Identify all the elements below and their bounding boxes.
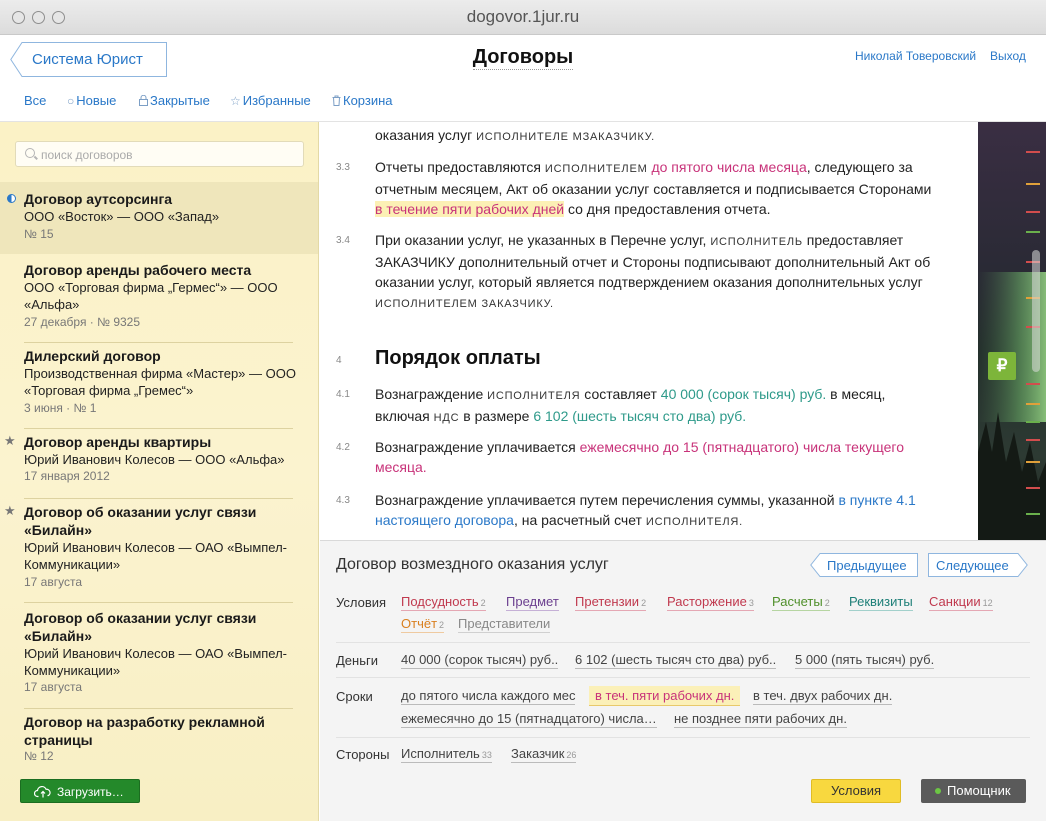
scrollbar-thumb[interactable] [1032,250,1040,372]
money-label: Деньги [336,653,378,668]
clause-number: 4.1 [336,389,350,400]
document-meta: 17 января 2012 [24,469,110,483]
favorite-star-icon: ★ [4,433,16,448]
document-parties: Производственная фирма «Мастер» — ООО «Торговая фирма „Гремес“» [24,366,296,398]
clause-4-1: Вознаграждение ИСПОЛНИТЕЛЯ составляет 40 000 (сорок тысяч) руб. в месяц, включая НДС в размере 6 102 (шесть тысяч сто два) руб. [375,386,886,424]
term-tag[interactable]: до пятого числа каждого мес [401,688,576,703]
upload-button-label: Загрузить… [57,785,124,799]
tag-subject[interactable]: Предмет [506,594,559,609]
trash-icon [332,94,341,108]
document-item[interactable] [0,343,319,429]
cloud-upload-icon [34,785,52,798]
document-parties: Юрий Иванович Колесов — ООО «Альфа» [24,452,285,467]
tab-new[interactable]: ○ Новые [67,93,117,108]
section-number: 4 [336,355,342,366]
lock-icon [139,94,148,108]
money-tag[interactable]: 6 102 (шесть тысяч сто два) руб.. [575,652,777,667]
document-meta: № 15 [24,227,54,241]
divider [336,642,1030,643]
clause-reference-link[interactable]: в пункте 4.1 настоящего договора [375,492,916,528]
document-item[interactable] [0,182,319,254]
document-title: Дилерский договор [24,348,161,364]
document-meta: № 12 [24,749,54,763]
divider [336,737,1030,738]
app-header [0,35,1046,122]
document-title: Договор аутсорсинга [24,191,173,207]
ruble-button[interactable]: ₽ [988,352,1016,380]
document-parties: ООО «Восток» — ООО «Запад» [24,209,220,224]
star-icon: ☆ [230,94,241,108]
document-meta: 17 августа [24,575,83,589]
document-title: Договор на разработку рекламной страницы [24,714,265,748]
clause-4-3: Вознаграждение уплачивается путем перечисления суммы, указанной в пункте 4.1 настоящего договора, на расчетный счет ИСПОЛНИТЕЛЯ. [375,492,916,528]
term-tag[interactable]: в теч. двух рабочих дн. [753,688,893,703]
document-parties: ООО «Торговая фирма „Гермес“» — ООО «Альфа» [24,280,278,312]
term-tag[interactable]: не позднее пяти рабочих дн. [674,711,847,726]
contract-text-area [320,122,978,540]
user-name-link[interactable]: Николай Товеровский [855,49,977,63]
clause-3-3: Отчеты предоставляются ИСПОЛНИТЕЛЕМ до пятого числа месяца, следующего за отчетным месяцем, Акт об оказании услуг составляется и подписывается Сторонами в течение пяти рабочих дней со дня предоставления отчета. [375,159,932,217]
next-button[interactable] [928,553,1028,577]
money-tag[interactable]: 40 000 (сорок тысяч) руб.. [401,652,559,667]
document-title: Договор аренды рабочего места [24,262,252,278]
document-minimap [978,122,1046,540]
conditions-label: Условия [336,595,387,610]
tab-all[interactable]: Все [24,93,47,108]
panel-title: Договор возмездного оказания услуг [336,556,609,573]
tab-trash[interactable]: Корзина [332,93,393,108]
tag-payments[interactable]: Расчеты 2 [772,594,830,609]
clause-3-4: При оказании услуг, не указанных в Перечне услуг, ИСПОЛНИТЕЛЬ предоставляет ЗАКАЗЧИКУ дополнительный отчет и Стороны подписывают дополнительный Акт об оказании услуг, который является подтверждением оказания дополнительных услуг ИСПОЛНИТЕЛЕМ ЗАКАЗЧИКУ. [375,232,931,310]
search-box [15,141,304,167]
section-heading: Порядок оплаты [375,347,541,369]
clause-number: 3.3 [336,162,350,173]
previous-button[interactable] [810,553,918,577]
window-titlebar [0,0,1046,35]
document-parties: Юрий Иванович Колесов — ОАО «Вымпел-Коммуникации» [24,540,288,572]
next-button-label: Следующее [936,558,1009,573]
tag-report[interactable]: Отчёт 2 [401,616,445,631]
helper-button[interactable] [921,779,1026,803]
document-item[interactable] [0,255,319,343]
clause-number: 3.4 [336,235,350,246]
party-tag-customer[interactable]: Заказчик 26 [511,746,577,761]
money-tag[interactable]: 5 000 (пять тысяч) руб. [795,652,935,667]
document-title: Договор аренды квартиры [24,434,212,450]
tab-closed[interactable]: Закрытые [139,93,210,108]
document-meta: 17 августа [24,680,83,694]
term-tag-highlighted[interactable]: в теч. пяти рабочих дн. [589,686,740,706]
tag-termination[interactable]: Расторжение 3 [667,594,754,609]
tag-requisites[interactable]: Реквизиты [849,594,913,609]
party-tag-executor[interactable]: Исполнитель 33 [401,746,492,761]
tag-jurisdiction[interactable]: Подсудность 2 [401,594,486,609]
document-item[interactable] [0,709,319,779]
document-meta: 27 декабря · № 9325 [24,315,141,329]
clause-4-2: Вознаграждение уплачивается ежемесячно до 15 (пятнадцатого) числа текущего месяца. [375,439,904,475]
document-title: Договор об оказании услуг связи «Билайн» [24,610,257,644]
new-dot-icon [7,194,16,203]
terms-label: Сроки [336,689,373,704]
tab-favorites[interactable]: ☆ Избранные [230,93,311,108]
logout-link[interactable]: Выход [990,49,1026,63]
search-input[interactable] [41,146,296,163]
clause-fragment: оказания услуг ИСПОЛНИТЕЛЕ МЗАКАЗЧИКУ. [375,127,655,143]
search-icon [25,148,35,158]
previous-button-label: Предыдущее [827,558,907,573]
documents-sidebar [0,122,319,821]
contract-summary-panel [320,540,1046,821]
helper-button-label: Помощник [947,783,1011,798]
clause-number: 4.2 [336,442,350,453]
tag-claims[interactable]: Претензии 2 [575,594,647,609]
tag-representatives[interactable]: Представители [458,616,551,631]
document-meta: 3 июня · № 1 [24,401,97,415]
window-title: dogovor.1jur.ru [466,7,580,26]
document-title: Договор об оказании услуг связи «Билайн» [24,504,257,538]
page-title: Договоры [472,46,574,68]
back-button-label: Система Юрист [32,51,143,68]
favorite-star-icon: ★ [4,503,16,518]
parties-label: Стороны [336,747,390,762]
status-dot-icon [935,788,941,794]
document-item[interactable] [0,429,319,499]
document-item[interactable] [0,499,319,603]
tag-sanctions[interactable]: Санкции 12 [929,594,993,609]
clause-number: 4.3 [336,495,350,506]
divider [336,677,1030,678]
circle-icon: ○ [67,94,75,108]
conditions-button[interactable]: Условия [811,779,901,803]
document-item[interactable] [0,603,319,709]
upload-button[interactable] [20,779,140,803]
term-tag[interactable]: ежемесячно до 15 (пятнадцатого) числа… [401,711,657,726]
document-parties: Юрий Иванович Колесов — ОАО «Вымпел-Коммуникации» [24,646,288,678]
